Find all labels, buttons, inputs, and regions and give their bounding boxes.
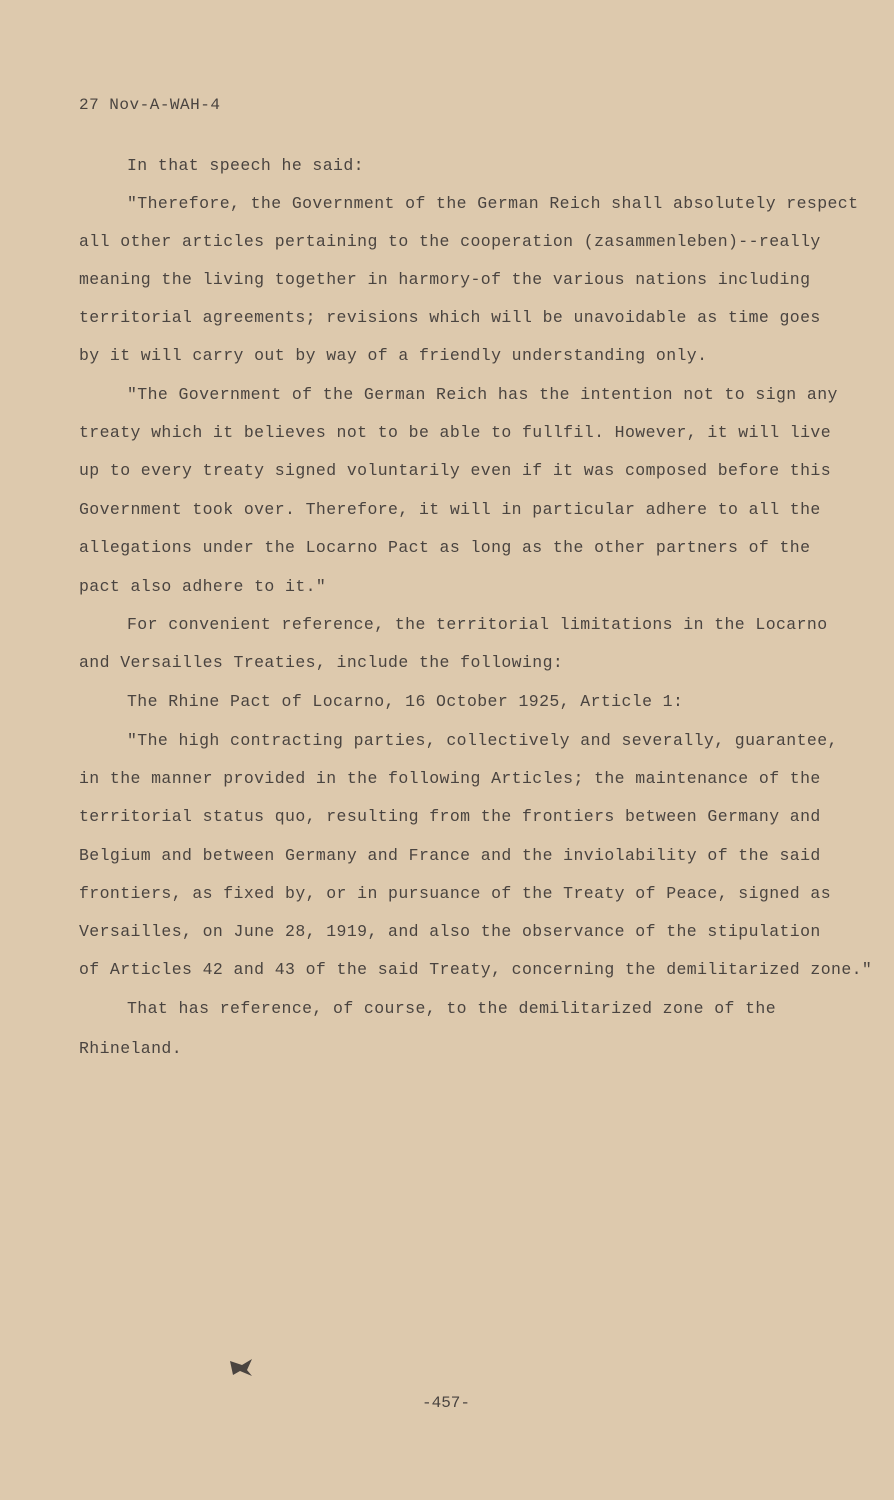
text-line: "The high contracting parties, collectively and severally, guarantee, <box>127 731 838 750</box>
text-line: allegations under the Locarno Pact as long as the other partners of the <box>79 538 811 557</box>
text-line: and Versailles Treaties, include the following: <box>79 653 564 672</box>
text-line: The Rhine Pact of Locarno, 16 October 1925, Article 1: <box>127 692 684 711</box>
text-line: in the manner provided in the following Articles; the maintenance of the <box>79 769 821 788</box>
text-line: territorial status quo, resulting from the frontiers between Germany and <box>79 807 821 826</box>
text-line: That has reference, of course, to the demilitarized zone of the <box>127 999 777 1018</box>
document-header-code: 27 Nov-A-WAH-4 <box>79 96 221 114</box>
text-line: all other articles pertaining to the cooperation (zasammenleben)--really <box>79 232 821 251</box>
text-line: up to every treaty signed voluntarily even if it was composed before this <box>79 461 832 480</box>
handwritten-mark-icon <box>228 1356 256 1378</box>
text-line: territorial agreements; revisions which will be unavoidable as time goes <box>79 308 821 327</box>
text-line: For convenient reference, the territorial limitations in the Locarno <box>127 615 828 634</box>
text-line: pact also adhere to it." <box>79 577 327 596</box>
text-line: of Articles 42 and 43 of the said Treaty, concerning the demilitarized zone." <box>79 960 873 979</box>
text-line: Government took over. Therefore, it will in particular adhere to all the <box>79 500 821 519</box>
text-line: "Therefore, the Government of the German Reich shall absolutely respect <box>127 194 859 213</box>
text-line: "The Government of the German Reich has the intention not to sign any <box>127 385 838 404</box>
page-number: -457- <box>422 1394 471 1412</box>
text-line: by it will carry out by way of a friendly understanding only. <box>79 346 708 365</box>
text-line: treaty which it believes not to be able to fullfil. However, it will live <box>79 423 832 442</box>
text-line: In that speech he said: <box>127 156 364 175</box>
text-line: meaning the living together in harmory-of the various nations including <box>79 270 811 289</box>
text-line: frontiers, as fixed by, or in pursuance of the Treaty of Peace, signed as <box>79 884 832 903</box>
text-line: Rhineland. <box>79 1039 183 1058</box>
text-line: Belgium and between Germany and France and the inviolability of the said <box>79 846 821 865</box>
text-line: Versailles, on June 28, 1919, and also the observance of the stipulation <box>79 922 821 941</box>
